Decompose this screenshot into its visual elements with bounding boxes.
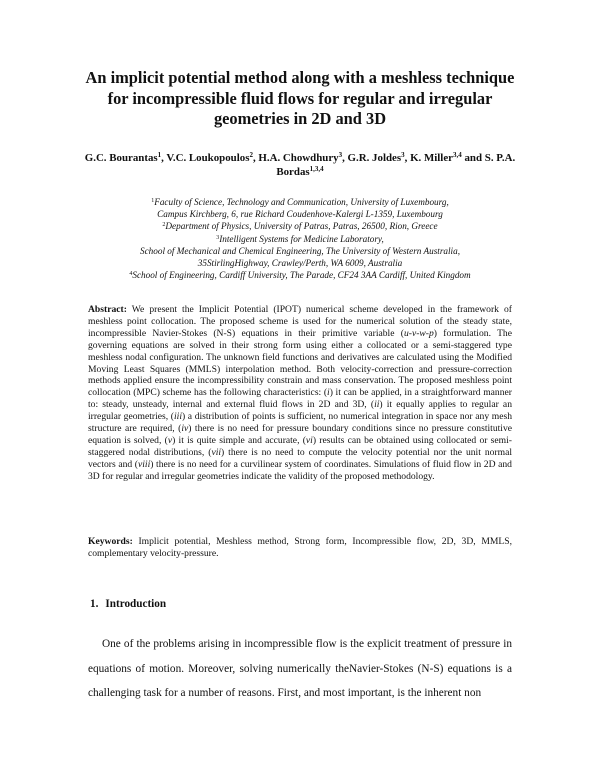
author-list: G.C. Bourantas$^1$, V.C. Loukopoulos$^2$, H.A. Chowdhury$^3$, G.R. Joldes$^3$, K. Miller$^{3,4}$ and S. P.A. Bordas$^{1,3,4}$ (84, 151, 516, 178)
affiliation-mark: 3 (216, 234, 220, 241)
title-line: for incompressible fluid flows for regular and irregular (107, 88, 493, 108)
abstract-roman-numeral: vii (211, 446, 222, 458)
author-name: G.C. Bourantas (84, 152, 158, 164)
abstract-roman-numeral: ii (374, 399, 380, 411)
abstract-roman-numeral: viii (137, 458, 151, 470)
affiliation-line (70, 196, 530, 208)
keywords-label: Keywords: (88, 536, 133, 547)
abstract-text: ) formulation. The governing equations are solved in their strong form using either a collocated or a semi-staggered type meshless nodal configuration. The unknown field functions and derivatives are calculated using the Modified Moving Least Squares (MMLS) interpolation method. Both velocity-correction and pressure-correction methods applied ensure the incompressibility constrain and mass conservation. The proposed meshless point collocation (MPC) scheme has the following characteristics: ( (88, 327, 512, 399)
affiliation-text: Department of Physics, University of Patras, Patras, 26500, Rion, Greece (165, 221, 438, 232)
abstract-roman-numeral: vi (305, 434, 313, 446)
abstract-variables: u-v-w-p (403, 327, 434, 339)
abstract-text: ) results can be obtained using collocated or semi-staggered nodal distributions, ( (88, 434, 512, 458)
affiliation-line (70, 220, 530, 232)
abstract-text: ) it equally applies to regular an irregular geometries, ( (88, 399, 512, 423)
paper-title (60, 68, 540, 130)
introduction-paragraph: One of the problems arising in incompressible flow is the explicit treatment of pressure in equations of motion. Moreover, solving numerically theNavier-Stokes (N-S) equations is a challenging task for a number of reasons. First, and most important, is the inherent non (88, 638, 512, 700)
author-affiliation-mark: 1 (157, 151, 162, 159)
affiliation-line: School of Mechanical and Chemical Engineering, The University of Western Australia, (140, 245, 460, 256)
section-title: Introduction (105, 598, 167, 610)
author-name: S. P.A. Bordas (276, 152, 516, 178)
keywords-text: Implicit potential, Meshless method, Strong form, Incompressible flow, 2D, 3D, MMLS, complementary velocity-pressure. (88, 536, 512, 560)
author-affiliation-mark: 3 (401, 151, 405, 159)
affiliation-mark: 2 (162, 222, 166, 229)
abstract-text: ) there is no need for pressure boundary conditions since no pressure constitutive equation is solved, ( (88, 423, 512, 446)
title-line: An implicit potential method along with a meshless technique (85, 68, 515, 87)
affiliation-text: Intelligent Systems for Medicine Laboratory, (219, 233, 384, 244)
affiliation-text: Faculty of Science, Technology and Communication, University of Luxembourg, (154, 197, 449, 207)
abstract-text: ) it is quite simple and accurate, ( (172, 434, 306, 446)
author-affiliation-mark: 2 (249, 151, 253, 159)
abstract-text: ) there is no need for a curvilinear system of coordinates. Simulations of fluid flow in 2D and 3D for regular and irregular geometries indicate the validity of the proposed methodology. (88, 458, 512, 482)
author-name: G.R. Joldes (347, 152, 402, 164)
author-affiliation-mark: 1,3,4 (309, 165, 324, 173)
affiliation-line (70, 233, 530, 245)
abstract-text: ) it can be applied, in a straightforward manner to: steady, unsteady, internal and external fluid flows in 2D and 3D, ( (88, 387, 512, 411)
abstract-roman-numeral: iii (173, 411, 182, 423)
abstract-roman-numeral: iv (181, 423, 189, 435)
abstract-text: ) a distribution of points is sufficient, no numerical integration in space nor any mesh structure are required, ( (88, 411, 512, 435)
author-name: V.C. Loukopoulos (166, 152, 250, 164)
affiliation-line: Campus Kirchberg, 6, rue Richard Coudenhove-Kalergi L-1359, Luxembourg (157, 209, 443, 220)
abstract-roman-numeral: v (167, 434, 173, 446)
abstract-text: We present the Implicit Potential (IPOT) numerical scheme developed in the framework of meshless point collocation. The proposed scheme is used for the numerical solution of the steady state, incompressible Navier-Stokes (N-S) equations in their primitive variable ( (88, 304, 512, 339)
section-number: 1. (90, 598, 99, 610)
abstract (88, 304, 512, 483)
affiliations (70, 196, 530, 281)
title-line: geometries in 2D and 3D (213, 109, 387, 128)
author-name: H.A. Chowdhury (258, 152, 339, 164)
author-affiliation-mark: 3,4 (453, 151, 462, 159)
affiliation-line (70, 269, 530, 281)
affiliation-text: School of Engineering, Cardiff University, The Parade, CF24 3AA Cardiff, United Kingdom (132, 270, 471, 281)
section-heading-introduction (90, 598, 166, 610)
author-name: K. Miller (410, 152, 454, 164)
affiliation-mark: 1 (151, 198, 155, 204)
abstract-roman-numeral: i (327, 387, 330, 399)
author-affiliation-mark: 3 (338, 151, 343, 159)
affiliation-mark: 4 (129, 271, 133, 278)
keywords (88, 536, 512, 560)
affiliation-line: 35StirlingHighway, Crawley/Perth, WA 6009, Australia (197, 258, 403, 269)
abstract-text: ) there is no need to compute the velocity potential nor the unit normal vectors and ( (88, 446, 512, 470)
abstract-label: Abstract: (88, 304, 127, 315)
